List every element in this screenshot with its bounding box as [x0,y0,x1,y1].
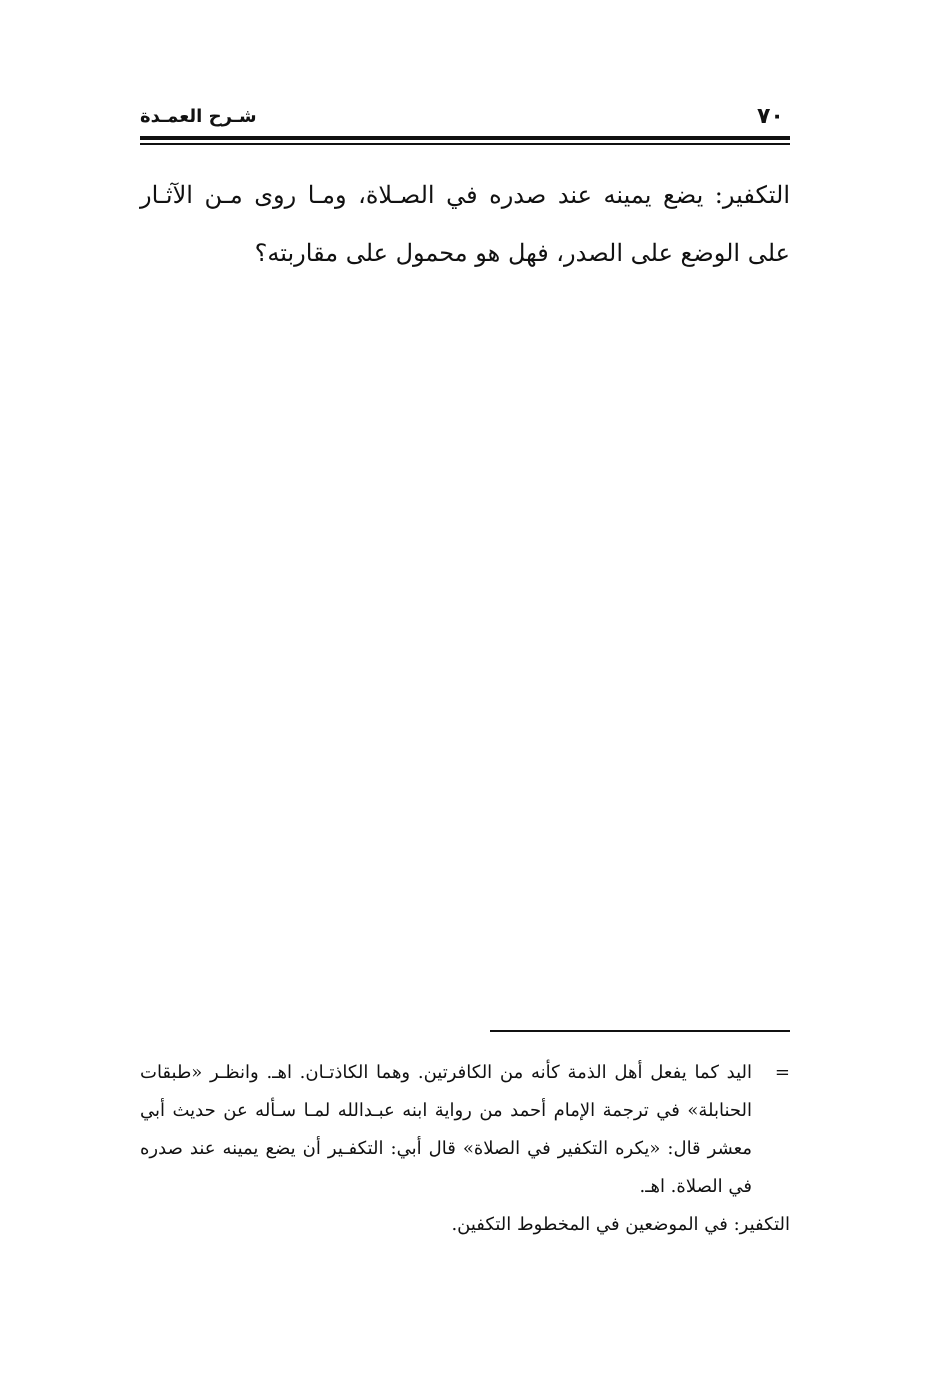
running-title: شـرح العمـدة [140,106,257,127]
footnote-note: التكفير: في الموضعين في المخطوط التكفين. [451,1214,790,1235]
continuation-marker: = [774,1062,790,1083]
footnote-continued-text: اليد كما يفعل أهل الذمة كأنه من الكافرتين. وهما الكاذتـان. اهـ. وانظـر «طبقات الحنابلة» في ترجمة الإمام أحمد من رواية ابنه عبـدالله لمـا سـأله عن حديث أبي معشر قال: «يكره التكفير في الصلاة» قال أبي: التكفـير أن يضع يمينه عند صدره في الصلاة. اهـ. [140,1062,752,1197]
footnote-continued [140,1054,790,1206]
header-rule-thin [140,143,790,145]
footnote-separator [490,1030,790,1032]
body-paragraph: التكفير: يضع يمينه عند صدره في الصـلاة، ومـا روى مـن الآثـار على الوضع على الصدر، فهل هو محمول على مقاربته؟ [140,181,790,267]
footnotes [140,1054,790,1244]
page-number: ٧٠ [757,104,784,129]
main-text [140,166,790,282]
header-rule-thick [140,136,790,140]
